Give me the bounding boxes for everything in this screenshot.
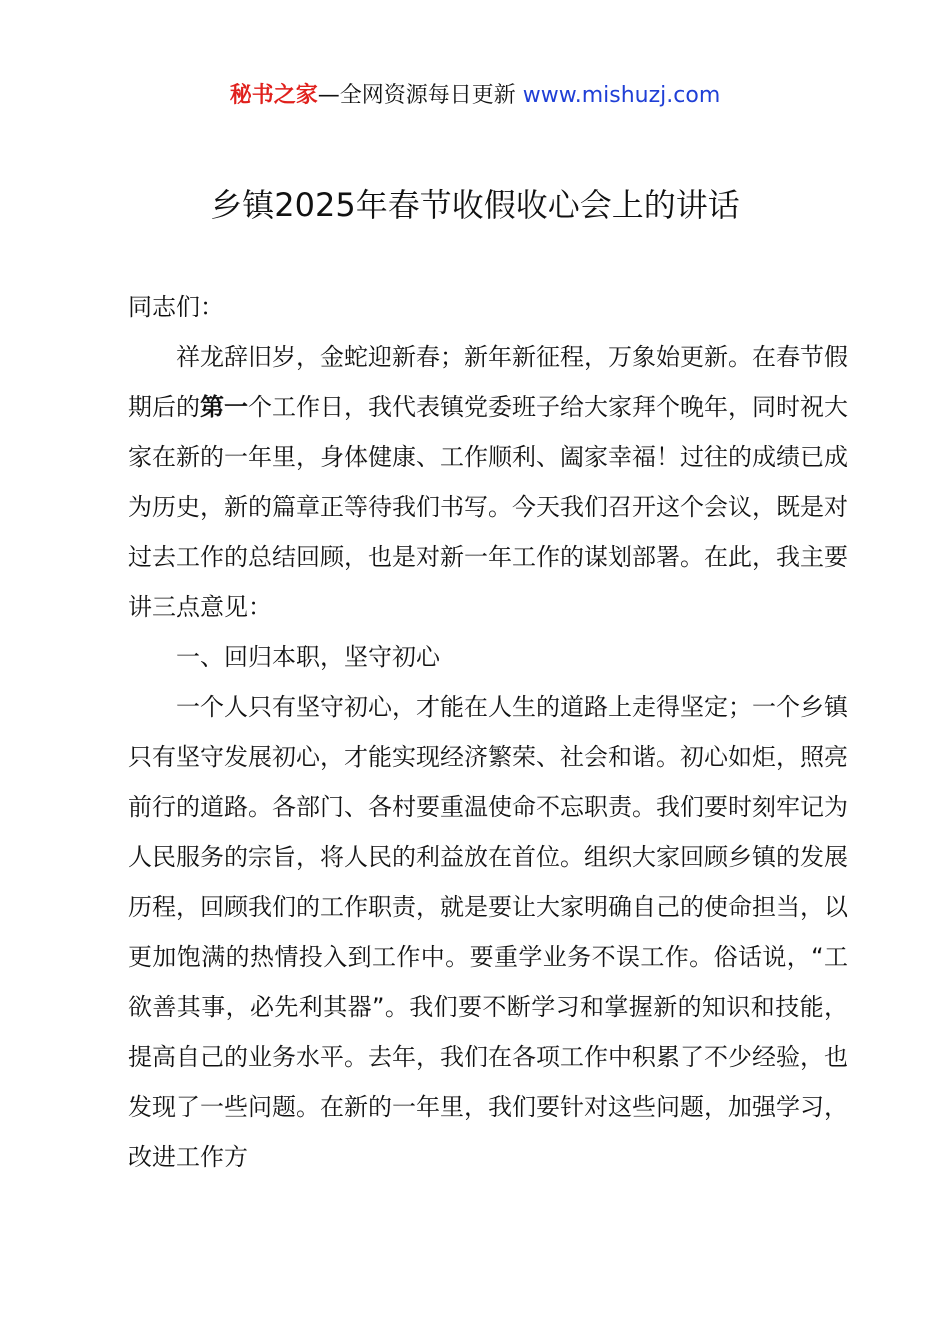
paragraph-opening [128, 332, 848, 632]
salutation: 同志们： [128, 293, 224, 321]
document-body [128, 282, 848, 1182]
paragraph-opening-bold: 第一 [200, 393, 248, 421]
site-name: 秘书之家 [229, 83, 318, 108]
site-header [0, 80, 950, 112]
site-url-link[interactable]: www.mishuzj.com [522, 83, 721, 108]
paragraph-opening-part2: 个工作日，我代表镇党委班子给大家拜个晚年，同时祝大家在新的一年里，身体健康、工作顺利、阖家幸福！过往的成绩已成为历史，新的篇章正等待我们书写。今天我们召开这个会议，既是对过去工作的总结回顾，也是对新一年工作的谋划部署。在此，我主要讲三点意见： [128, 393, 848, 621]
document-title: 乡镇2025年春节收假收心会上的讲话 [210, 186, 740, 224]
paragraph-section-1: 一个人只有坚守初心，才能在人生的道路上走得坚定；一个乡镇只有坚守发展初心，才能实现经济繁荣、社会和谐。初心如炬，照亮前行的道路。各部门、各村要重温使命不忘职责。我们要时刻牢记为人民服务的宗旨，将人民的利益放在首位。组织大家回顾乡镇的发展历程，回顾我们的工作职责，就是要让大家明确自己的使命担当，以更加饱满的热情投入到工作中。要重学业务不误工作。俗话说，“工欲善其事，必先利其器”。我们要不断学习和掌握新的知识和技能，提高自己的业务水平。去年，我们在各项工作中积累了不少经验，也发现了一些问题。在新的一年里，我们要针对这些问题，加强学习，改进工作方 [128, 693, 848, 1171]
site-tagline: —全网资源每日更新 [317, 83, 516, 108]
section-heading-1: 一、回归本职，坚守初心 [176, 643, 440, 671]
paragraph-opening-part1: 祥龙辞旧岁，金蛇迎新春；新年新征程，万象始更新。在春节假期后的 [128, 343, 848, 421]
